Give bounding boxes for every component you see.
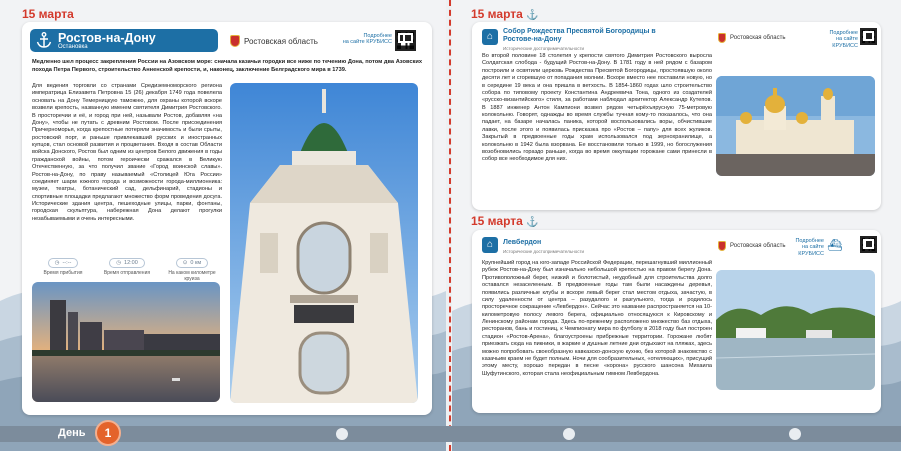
cathedral-body: Во второй половине 18 столетия у крепости святого Димитрия Ростовского выросла Солдатская слобода - будущий Ростов-на-Дону. В 1781 году в ней рядом с базаром построили и освятили церковь Рождества Пресвятой Богородицы, простоявшую около десяти лет и сгоревшую от попадания молнии. Вскоре вместо нее поставили новую, но в середине 19 века и она пришла в ветхость. В 1854-1860 годах шло строительство собора по типовому проекту Константина Андреевича Тона, одного из создателей «русско-византийского» стиля, за работами наблюдал архитектор Александр Кутепов. В 1887 инженер Антон Кампиони возвел рядом четырёхъярусную 75-метровую колокольню. Говорят, однажды во время службы тучная кому-то показалось, что она падает, на базаре началась паника, которой воспользовались воры, обчистившие лавки, после этого и появилась присказка про «Ростов – папу» для всех жуликов. Закрытый в предвоенные годы храм использовался под зернохранилище, а колокольню в 1942 была взорвана. Ее восстановили только в 1999, но богослужения возобновились гораздо раньше, когда во время оккупации горожане сами принесли в собор все необходимое для них.: [482, 53, 712, 163]
clock-icon: ◷: [54, 260, 60, 266]
qr-code-icon[interactable]: [860, 28, 877, 45]
more-info-link-2[interactable]: Подробнее на сайте КРУБИСС: [795, 238, 824, 257]
historic-building-photo: [230, 83, 418, 403]
cathedral-category: Исторические достопримечательности: [503, 46, 585, 51]
arrival-time-stat: ◷ --:-- Время прибытия: [43, 260, 83, 276]
page-divider: [449, 0, 451, 451]
progress-dot: [789, 428, 801, 440]
left-page: [0, 0, 446, 451]
cathedral-photo: [716, 76, 875, 176]
landmark-icon: ⌂: [482, 237, 498, 253]
anchor-icon: [36, 32, 52, 49]
more-info-link[interactable]: Подробнее на сайте КРУБИСС: [342, 33, 392, 46]
cathedral-title: Собор Рождества Пресвятой Богородицы в Ростове-на-Дону: [503, 28, 656, 44]
cathedral-card: [472, 22, 881, 210]
region-label: [230, 35, 318, 47]
body-paragraph: Для ведения торговли со странами Средиземноморского региона императрица Елизавета Петровна 15 (26) декабря 1749 года повелела основать на Дону Темерницкую таможню, для охраны которой вскоре возвели крепость, названную именем святителя Димитрия Ростовского. В просторечии и её, и город при ней, называли Ростов, добавляя «на Дону», чтобы не путать с древним Ростовом. После присоединения Причерноморья, когда крепостные потеряли значимость и были срыты, ростовский порт, и раньше привлекавший русских и иностранных купцов, стал основой развития и процветания. Входя в состав Области войска Донского, Ростов был одним из центров Белого движения в годы гражданской войны, потом героически сражался в Великую Отечественную, за что получил звание «Город воинской славы». Ростов-на-Дону, по праву называемый «Столицей Юга России» соединяет шарм южного города и возможности города-миллионника: музеи, театры, ботанический сад, дельфинарий, стадионы и спортивные площадки предлагают множество форм проведения досуга. Исторические здания центра, пешеходные улицы, парки, фонтаны, городская скульптура, набережная Дона делают прогулки незабываемыми и очень интересными.: [32, 83, 222, 222]
ship-icon: ⛴: [827, 238, 843, 252]
date-header-1: 15 марта ⚓: [471, 7, 539, 21]
progress-dot: [563, 428, 575, 440]
landmark-icon: ⌂: [482, 29, 498, 45]
departure-time-stat: ◷ 12:00 Время отправления: [103, 260, 151, 276]
date-header-2: 15 марта ⚓: [471, 214, 539, 228]
levberdon-photo: [716, 270, 875, 390]
rostov-embankment-photo: [32, 282, 220, 402]
anchor-small-icon: ⚓: [526, 217, 539, 228]
distance-icon: ⊙: [182, 260, 188, 266]
coat-of-arms-icon: [230, 35, 240, 47]
departure-clock-icon: ◷: [116, 260, 122, 266]
levberdon-body: Крупнейший город на юго-западе Российской Федерации, перешагнувший миллионный рубеж Ростов-на-Дону был изначально небольшой крепостью на правом берегу Дона. Противоположный берег, низкий и болотистый, неудобный для строительства долго оставался незаселенным. В предвоенные годы там были насаждены деревья, появились различные клубы и вскоре левый берег стал местом отдыха, зачастую, в силу удаленности от центра – разудалого и разгульного, тогда и родилось просторечное сокращение «Левбердон». Сейчас это название распространяется на 10-километровую полосу левого берега, официально относящуюся к Кировскому и Ленинскому районам города. Здесь по-прежнему расположено множество баз отдыха, ресторанов, бань и гостиниц, к Чемпионату мира по футболу в 2018 году был построен стадион «Ростов-Арена», благоустроены прибрежные территории. Горожане любят приезжать сюда на пикники, в жаркие и душные летние дни отдыхают на пляжах, здесь можно попробовать своеобразную кавказско-донскую кухню, без которой знакомство с казачьим краем не будет полным. Ночи для сообразительных, «отеляющих», присущий этому месту, хорошо передан в песне «корона» русского шансона Михаила Шуфутинского, которая стала неофициальным гимном Левбердона.: [482, 260, 712, 377]
stop-title-bar: [30, 29, 218, 52]
day-progress-bar: [0, 426, 901, 442]
stop-subtitle: Остановка: [58, 44, 88, 50]
stop-title: Ростов-на-Дону: [58, 31, 156, 45]
qr-code-icon[interactable]: [860, 236, 877, 253]
coat-of-arms-icon: [718, 241, 726, 251]
cruise-km-stat: ⊙ 0 км На каком километре круиза: [168, 260, 216, 282]
progress-dot: [336, 428, 348, 440]
right-page: [452, 0, 901, 451]
region-label-1: Ростовская область: [718, 33, 785, 43]
coat-of-arms-icon: [718, 33, 726, 43]
day-number-badge: 1: [95, 420, 121, 446]
region-label-2: Ростовская область: [718, 241, 785, 251]
anchor-small-icon: ⚓: [526, 10, 539, 21]
qr-code-icon[interactable]: [395, 30, 416, 51]
levberdon-card: [472, 230, 881, 413]
date-header: 15 марта: [22, 7, 74, 21]
levberdon-category: Исторические достопримечательности: [503, 249, 585, 254]
stop-card: [22, 22, 432, 415]
day-label: День: [58, 427, 86, 439]
more-info-link-1[interactable]: Подробнее на сайте КРУБИСС: [829, 30, 858, 49]
levberdon-title: Левбердон: [503, 239, 542, 246]
region-name: Ростовская область: [244, 36, 318, 46]
lead-paragraph: Медленно шел процесс закрепления России на Азовском море: сначала казачьи городки все ниже по течению Дона, потом два Азовских похода Петра Первого, строительство Анненской крепости, и, наконец, заключение Белградского мира в 1739.: [32, 59, 422, 73]
